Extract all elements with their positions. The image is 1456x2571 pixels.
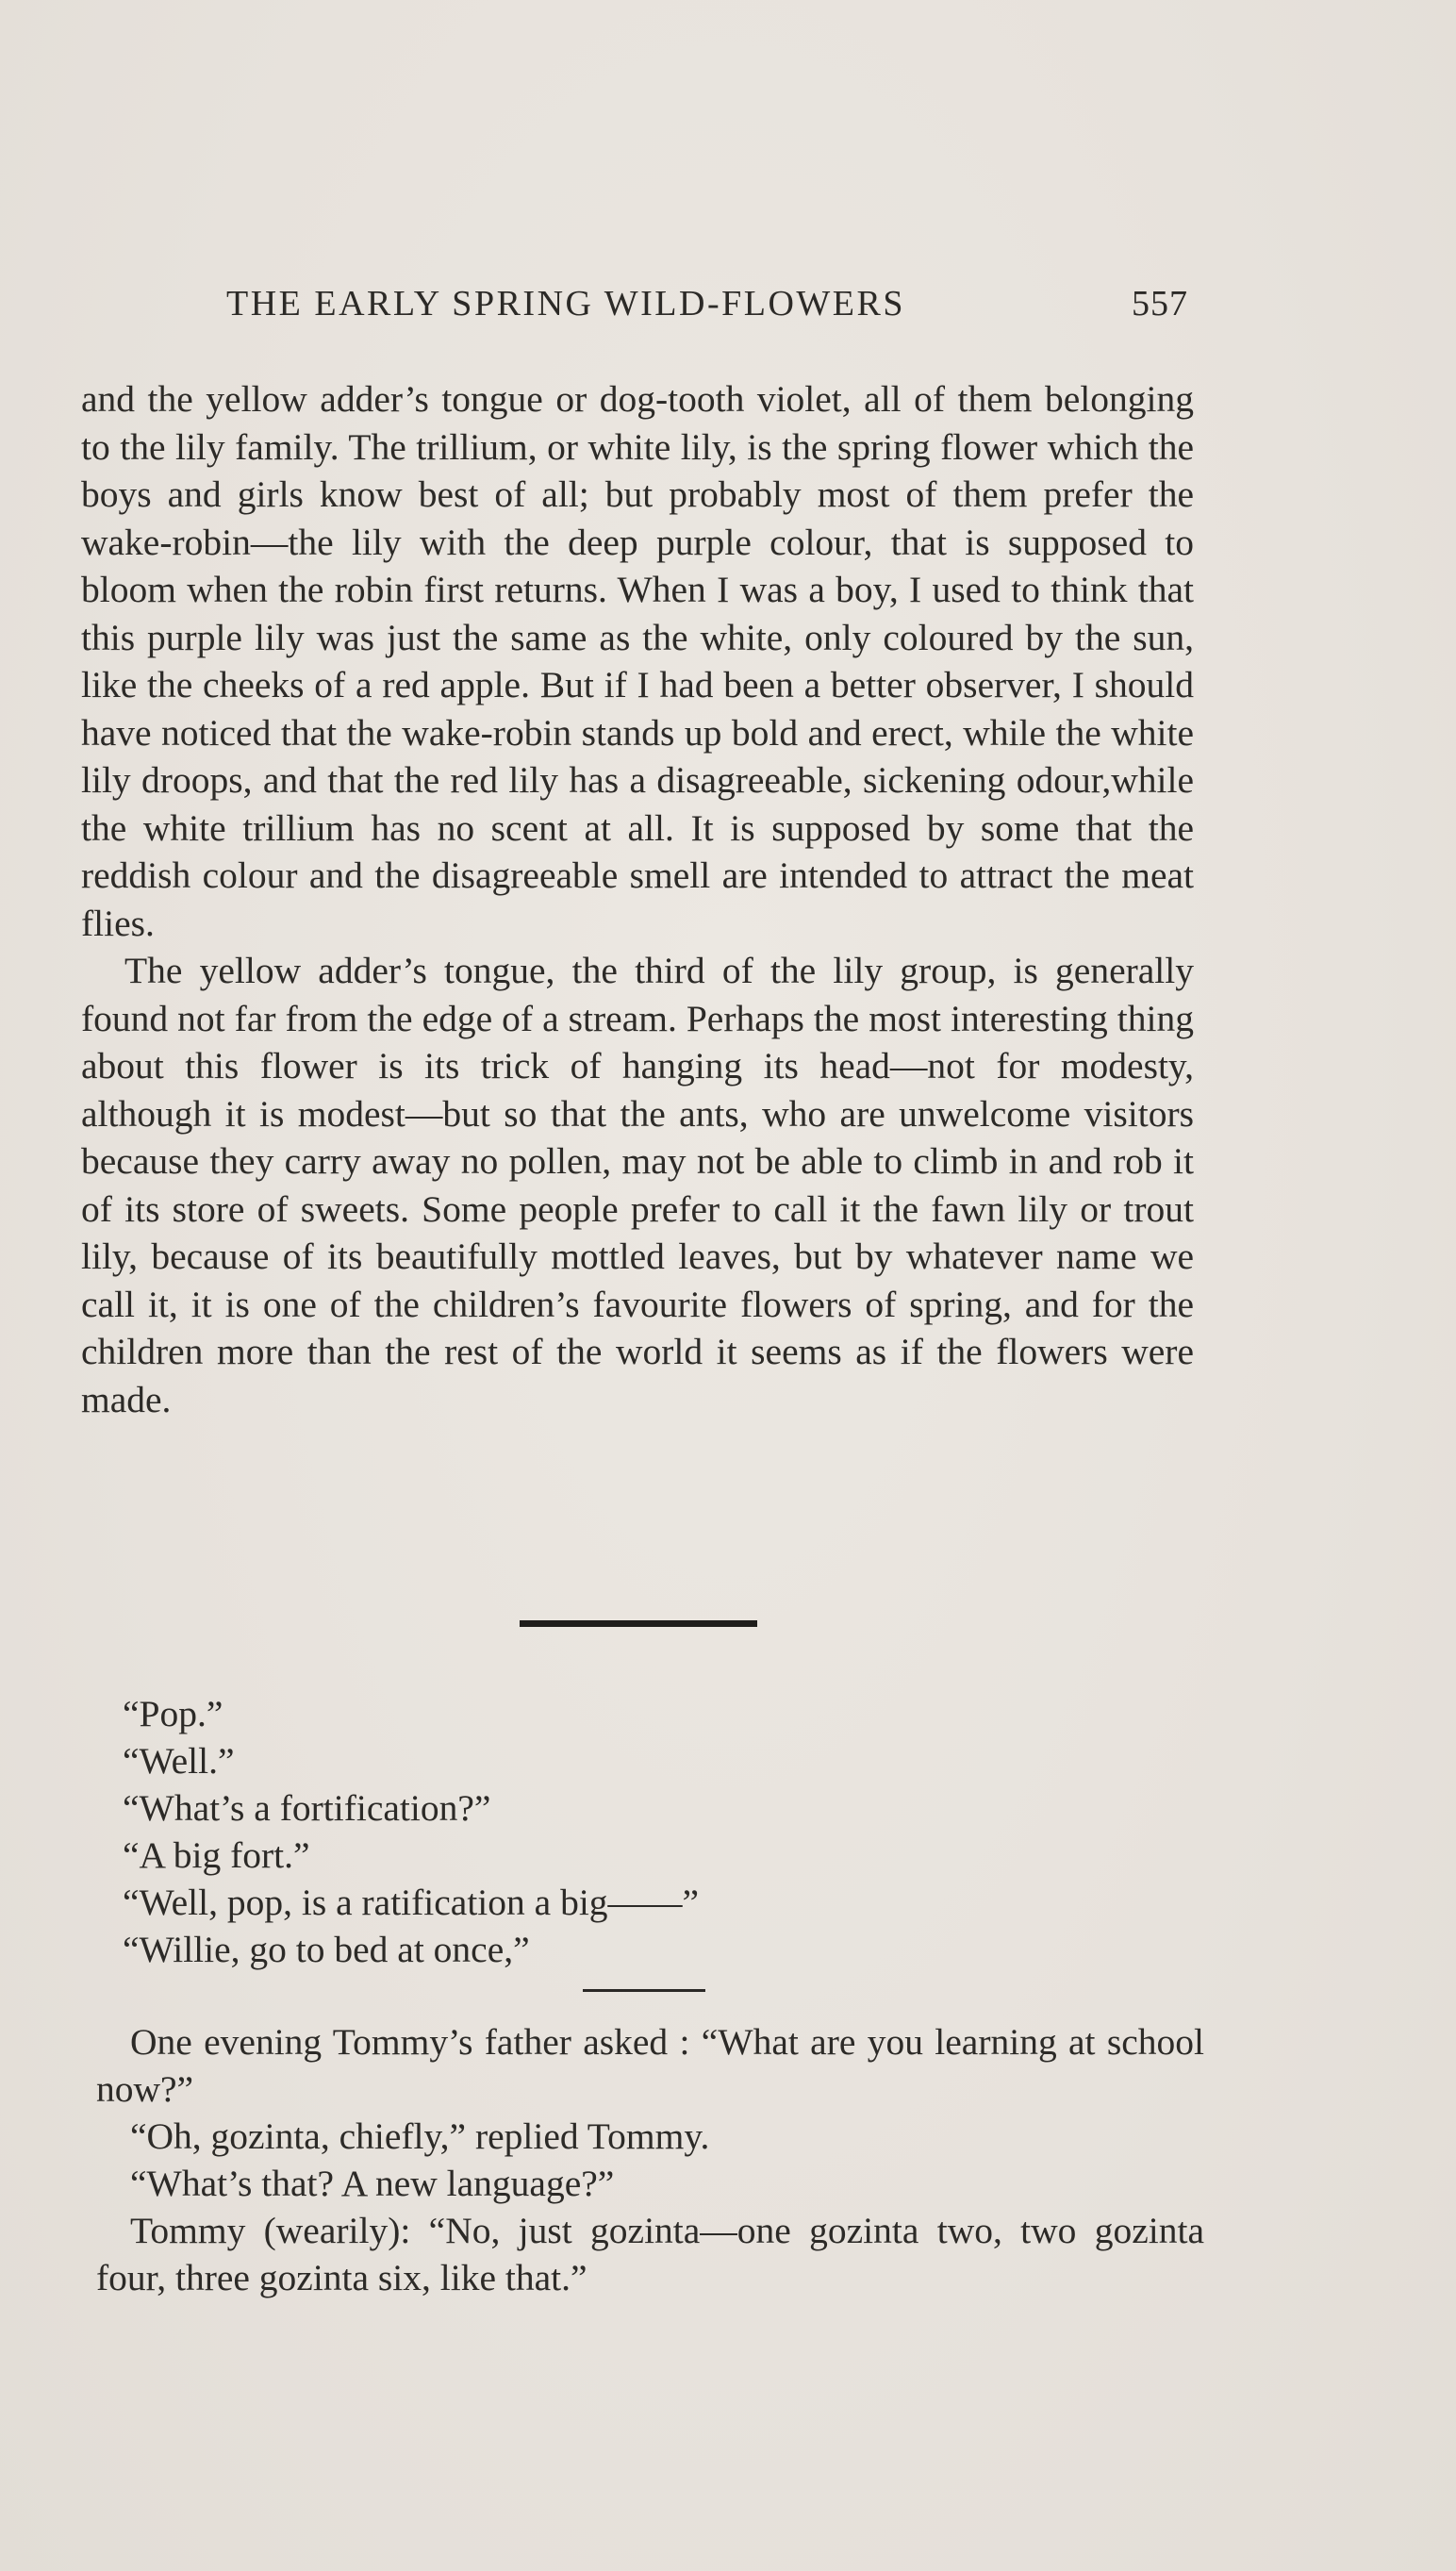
article-body (81, 375, 1194, 1423)
article-paragraph: The yellow adder’s tongue, the third of the lily group, is generally found not far from the edge of a stream. Perhaps the most interesting thing about this flower is its trick of hanging its head—not for modesty, although it is modest—but so that the ants, who are unwelcome visitors because they carry away no pollen, may not be able to climb in and rob it of its store of sweets. Some people prefer to call it the fawn lily or trout lily, because of its beautifully mottled leaves, but by whatever name we call it, it is one of the children’s favourite flowers of spring, and for the children more than the rest of the world it seems as if the flowers were made. (81, 950, 1194, 1420)
joke-paragraph: “What’s that? A new language?” (130, 2163, 615, 2204)
dialogue-line: “A big fort.” (123, 1834, 310, 1876)
joke-paragraph: “Oh, gozinta, chiefly,” replied Tommy. (130, 2115, 710, 2157)
dialogue-line: “Willie, go to bed at once,” (123, 1929, 530, 1970)
dialogue-joke (123, 1690, 699, 1973)
section-divider (520, 1620, 757, 1627)
joke-divider (583, 1989, 705, 1992)
dialogue-line: “Well.” (123, 1740, 235, 1782)
joke-paragraph: Tommy (wearily): “No, just gozinta—one gozinta two, two gozinta four, three gozinta six, like that.” (96, 2210, 1204, 2298)
dialogue-line: “What’s a fortification?” (123, 1787, 491, 1829)
dialogue-line: “Pop.” (123, 1693, 223, 1734)
joke-paragraph: One evening Tommy’s father asked : “What are you learning at school now?” (96, 2021, 1204, 2110)
dialogue-line: “Well, pop, is a ratification a big——” (123, 1882, 700, 1923)
article-paragraph: and the yellow adder’s tongue or dog-tooth violet, all of them belonging to the lily family. The trillium, or white lily, is the spring flower which the boys and girls know best of all; but probably most of them prefer the wake-robin—the lily with the deep purple colour, that is supposed to bloom when the robin first returns. When I was a boy, I used to think that this purple lily was just the same as the white, only coloured by the sun, like the cheeks of a red apple. But if I had been a better observer, I should have noticed that the wake-robin stands up bold and erect, while the white lily droops, and that the red lily has a disagreeable, sickening odour,while the white trillium has no scent at all. It is supposed by some that the reddish colour and the disagreeable smell are intended to attract the meat flies. (81, 378, 1194, 944)
page-number: 557 (1132, 284, 1188, 323)
running-head: THE EARLY SPRING WILD-FLOWERS (226, 284, 905, 323)
gozinta-joke (96, 2018, 1204, 2301)
page-header (226, 283, 1188, 330)
